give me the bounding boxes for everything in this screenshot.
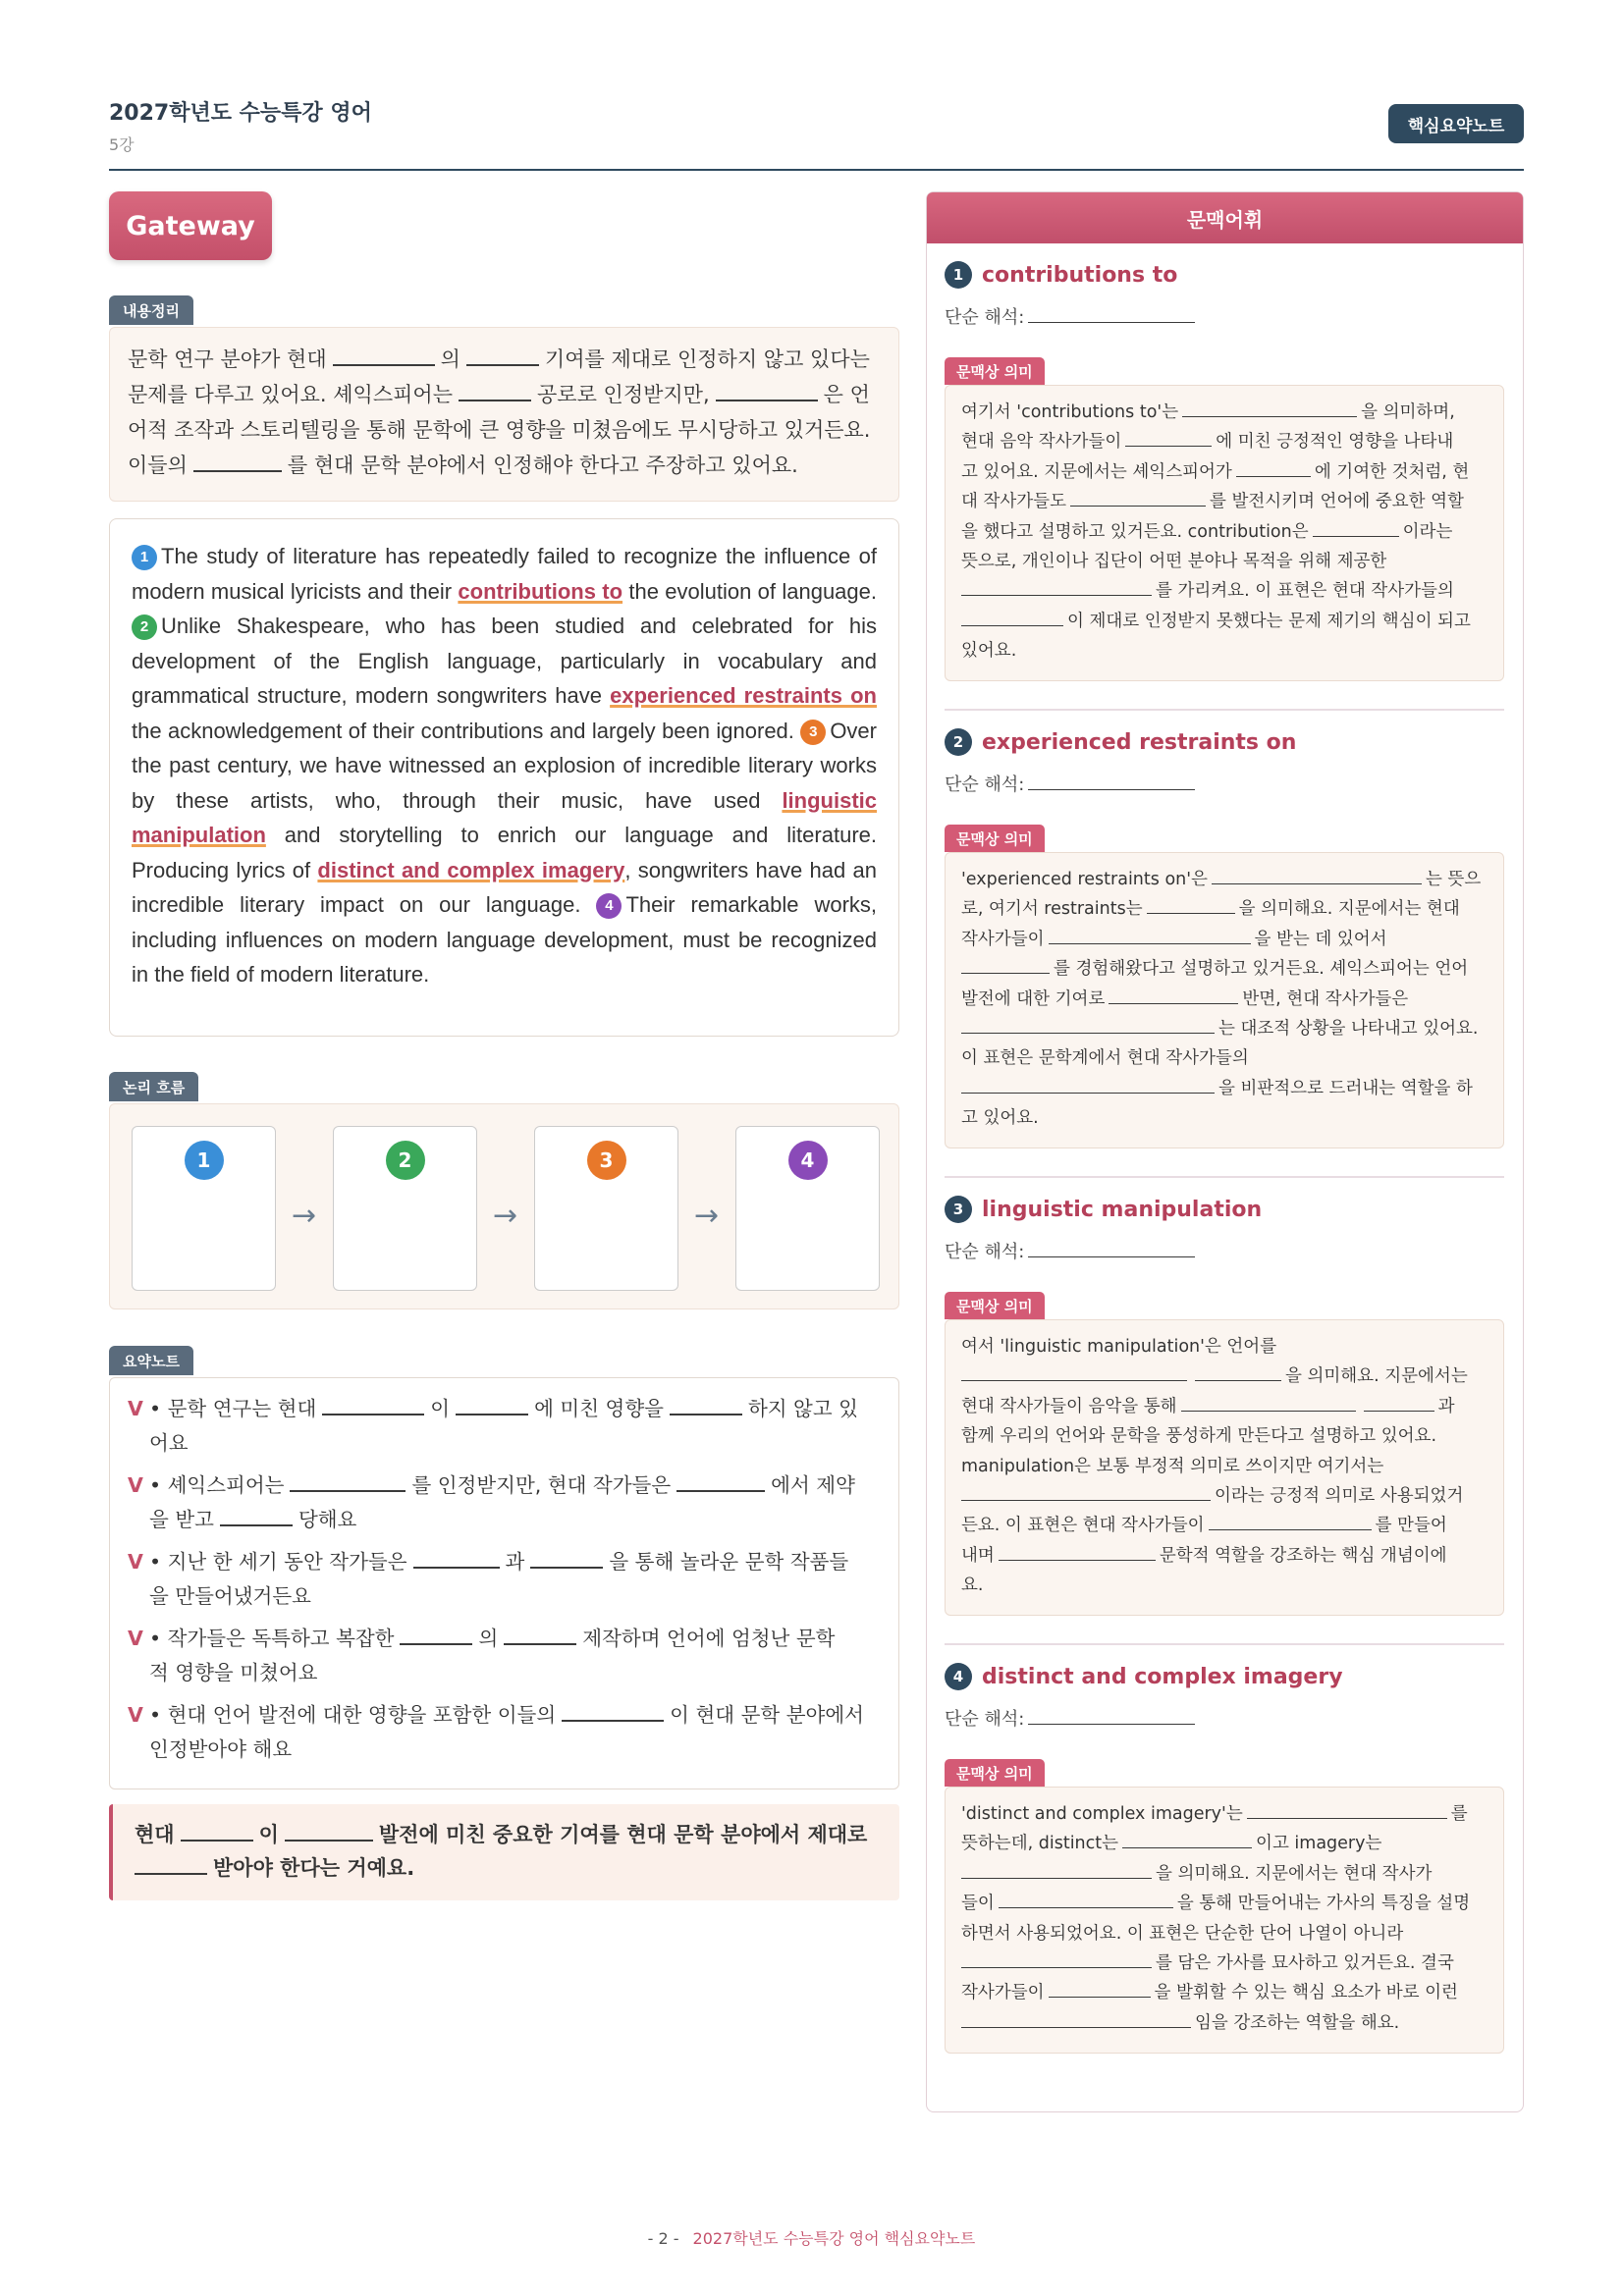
context-tag-3: 문맥상 의미 [945, 1292, 1045, 1319]
highlight-linguistic-manipulation: linguistic manipulation [132, 787, 877, 847]
logic-flow-box [109, 1103, 899, 1309]
note-item: V • 현대 언어 발전에 대한 영향을 포함한 이들의 이 현대 문학 분야에서 인정받아야 해요 [128, 1698, 893, 1767]
sentence-number-1: 1 [132, 545, 157, 570]
page-number: - 2 - [647, 2229, 679, 2248]
flow-arrow-icon: → [292, 1199, 317, 1233]
context-meaning-4: 'distinct and complex imagery'는 를 뜻하는데, distinct는 이고 imagery는 을 의미해요. 지문에서는 현대 작사가 들이 을 통해 만들어내는 가사의 특징을 설명 하면서 사용되었어요. 이 표현은 단순한 단어 나열이 아니라 를 담은 가사를 묘사하고 있거든요. 결국 작사가들이 을 발휘할 수 있는 핵심 요소가 바로 이런 임을 강조하는 역할을 해요. [945, 1787, 1504, 2054]
note-item: V • 작가들은 독특하고 복잡한 의 제작하며 언어에 엄청난 문학 적 영향을 미쳤어요 [128, 1622, 893, 1690]
simple-translation-2: 단순 해석: [945, 771, 1199, 796]
context-tag-2: 문맥상 의미 [945, 825, 1045, 852]
header-divider [109, 169, 1524, 171]
page-footer [0, 2226, 1623, 2249]
lesson-label: 5강 [109, 135, 135, 154]
note-item: V • 문학 연구는 현대 이 에 미친 영향을 하지 않고 있 어요 [128, 1392, 893, 1461]
sentence-number-4: 4 [596, 893, 622, 919]
conclusion-box: 현대 이 발전에 미친 중요한 기여를 현대 문학 분야에서 제대로 받아야 한다는 거예요. [109, 1804, 899, 1900]
flow-card-2: 2 [333, 1126, 477, 1291]
highlight-experienced-restraints-on: experienced restraints on [610, 683, 877, 708]
flow-tag: 논리 흐름 [109, 1072, 198, 1101]
flow-arrow-icon: → [694, 1199, 720, 1233]
gateway-banner: Gateway [109, 191, 272, 260]
flow-card-4: 4 [735, 1126, 880, 1291]
vocab-term-4: 4 distinct and complex imagery [945, 1663, 1343, 1690]
flow-arrow-icon: → [493, 1199, 518, 1233]
simple-translation-4: 단순 해석: [945, 1705, 1199, 1731]
vocab-term-3: 3 linguistic manipulation [945, 1196, 1262, 1223]
summary-tag: 내용정리 [109, 295, 193, 325]
context-meaning-3: 여서 'linguistic manipulation'은 언어를 을 의미해요. 지문에서는 현대 작사가들이 음악을 통해 과 함께 우리의 언어와 문학을 풍성하게 만든다고 설명하고 있어요. manipulation은 보통 부정적 의미로 쓰이지만 여기서는 이라는 긍정적 의미로 사용되었거 든요. 이 표현은 현대 작사가들이 를 만들어 내며 문학적 역할을 강조하는 핵심 개념이에 요. [945, 1319, 1504, 1616]
note-item: V • 셰익스피어는 를 인정받지만, 현대 작가들은 에서 제약 을 받고 당해요 [128, 1468, 893, 1537]
context-meaning-2: 'experienced restraints on'은 는 뜻으 로, 여기서 restraints는 을 의미해요. 지문에서는 현대 작사가들이 을 받는 데 있어서 를 경험해왔다고 설명하고 있거든요. 셰익스피어는 언어 발전에 대한 기여로 반면, 현대 작사가들은 는 대조적 상황을 나타내고 있어요. 이 표현은 문학계에서 현대 작사가들의 을 비판적으로 드러내는 역할을 하 고 있어요. [945, 852, 1504, 1148]
summary-box: 문학 연구 분야가 현대 의 기여를 제대로 인정하지 않고 있다는 문제를 다루고 있어요. 셰익스피어는 공로로 인정받지만, 은 언 어적 조작과 스토리텔링을 통해 문학에 큰 영향을 미쳤음에도 무시당하고 있거든요. 이들의 를 현대 문학 분야에서 인정해야 한다고 주장하고 있어요. [109, 327, 899, 502]
vocab-panel-title: 문맥어휘 [927, 192, 1523, 243]
simple-translation-3: 단순 해석: [945, 1238, 1199, 1263]
context-tag-4: 문맥상 의미 [945, 1759, 1045, 1787]
footer-title: 2027학년도 수능특강 영어 핵심요약노트 [692, 2229, 976, 2248]
divider [945, 1176, 1504, 1178]
flow-card-3: 3 [534, 1126, 678, 1291]
vocab-term-2: 2 experienced restraints on [945, 728, 1296, 756]
section-badge: 핵심요약노트 [1388, 104, 1524, 143]
flow-card-1: 1 [132, 1126, 276, 1291]
sentence-number-3: 3 [800, 720, 826, 745]
highlight-distinct-and-complex-imagery: distinct and complex imagery [317, 857, 625, 882]
context-vocab-panel [926, 191, 1524, 2112]
simple-translation-1: 단순 해석: [945, 303, 1199, 329]
reading-passage: 1 The study of literature has repeatedly failed to recognize the influence of modern musical lyricists and their contributions to the evolution of language. 2 Unlike Shakespeare, who has been studied and celebrated for his development of the English language, particularly in vocabulary and grammatical structure, modern songwriters have experienced restraints on the acknowledgement of their contributions and largely been ignored. 3 Over the past century, we have witnessed an explosion of incredible literary works by these artists, who, through their music, have used linguistic manipulation and storytelling to enrich our language and literature. Producing lyrics of distinct and complex imagery, songwriters have had an incredible literary impact on our language. 4 Their remarkable works, including influences on modern language development, must be recognized in the field of modern literature. [109, 518, 899, 1037]
sentence-number-2: 2 [132, 614, 157, 640]
note-item: V • 지난 한 세기 동안 작가들은 과 을 통해 놀라운 문학 작품들 을 만들어냈거든요 [128, 1545, 893, 1614]
context-meaning-1: 여기서 'contributions to'는 을 의미하며, 현대 음악 작사가들이 에 미친 긍정적인 영향을 나타내 고 있어요. 지문에서는 셰익스피어가 에 기여한 것처럼, 현 대 작사가들도 를 발전시키며 언어에 중요한 역할 을 했다고 설명하고 있거든요. contribution은 이라는 뜻으로, 개인이나 집단이 어떤 분야나 목적을 위해 제공한 를 가리켜요. 이 표현은 현대 작사가들의 이 제대로 인정받지 못했다는 문제 제기의 핵심이 되고 있어요. [945, 385, 1504, 681]
notes-tag: 요약노트 [109, 1346, 193, 1375]
summary-notes-box [109, 1377, 899, 1789]
vocab-term-1: 1 contributions to [945, 261, 1177, 289]
highlight-contributions-to: contributions to [458, 578, 623, 604]
document-title: 2027학년도 수능특강 영어 [109, 101, 372, 126]
divider [945, 709, 1504, 711]
divider [945, 1643, 1504, 1645]
context-tag-1: 문맥상 의미 [945, 357, 1045, 385]
